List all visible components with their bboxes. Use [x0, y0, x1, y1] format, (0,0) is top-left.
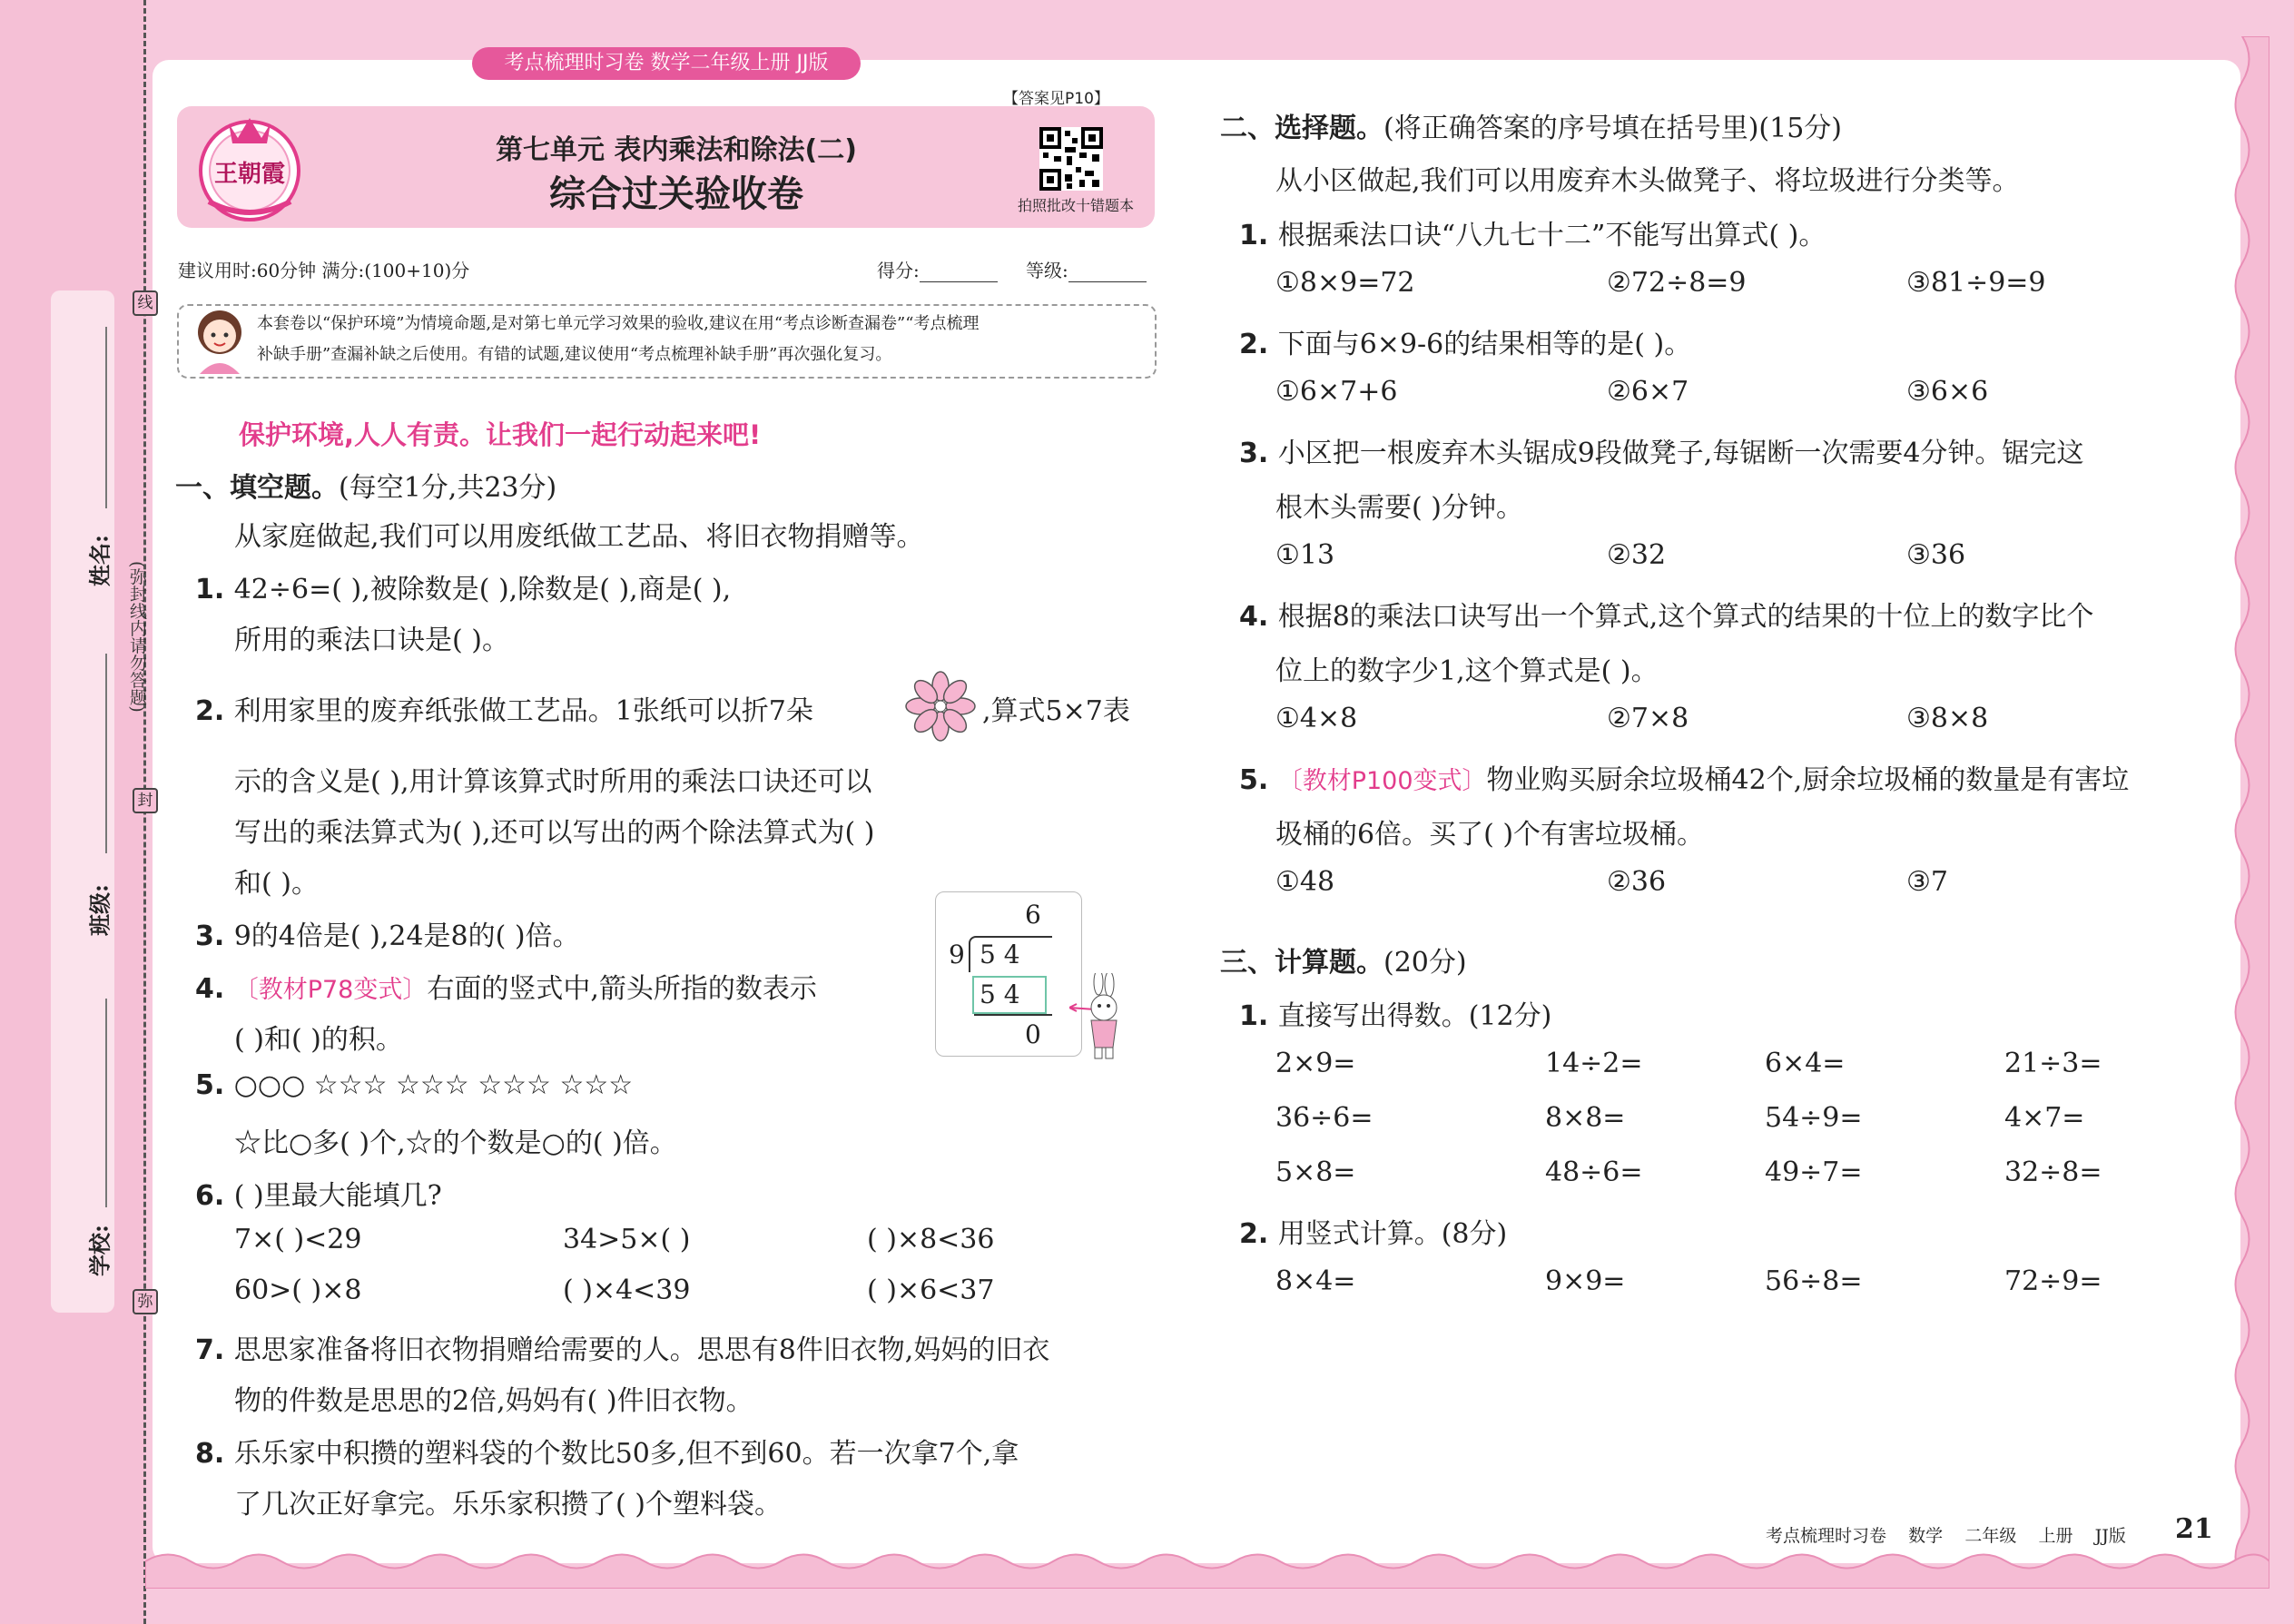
- question-text: 用竖式计算。(8分): [1277, 1218, 1508, 1250]
- s3-q1: [1239, 993, 1551, 1033]
- calc-item: 49÷7=: [1765, 1156, 1863, 1188]
- s1-q6-a: 7×( )<29: [234, 1224, 362, 1255]
- s2-q4-line1: [1239, 594, 2093, 634]
- calc-item: 9×9=: [1545, 1265, 1626, 1297]
- s2-q3-option-a[interactable]: ①13: [1275, 539, 1335, 571]
- s1-q6-e: ( )×4<39: [563, 1275, 691, 1306]
- s2-q5-option-b[interactable]: ②36: [1607, 866, 1667, 898]
- question-number: 4.: [195, 973, 234, 1005]
- question-number: 1.: [1239, 1000, 1278, 1032]
- s1-q4-line2: ( )和( )的积。: [234, 1024, 403, 1056]
- question-number: 8.: [195, 1438, 234, 1470]
- calc-item: 54÷9=: [1765, 1102, 1863, 1134]
- s2-q3-option-b[interactable]: ②32: [1607, 539, 1667, 571]
- division-quotient: 6: [1025, 900, 1041, 930]
- qr-code-icon[interactable]: [1039, 127, 1103, 191]
- brand-logo: [191, 111, 309, 223]
- rabbit-mascot-icon: [1069, 973, 1124, 1064]
- s1-q1-line2: 所用的乘法口诀是( )。: [234, 625, 509, 656]
- division-dividend: 5 4: [980, 940, 1020, 969]
- s2-q3-line2: 根木头需要( )分钟。: [1275, 492, 1523, 524]
- s1-q6-c: ( )×8<36: [867, 1224, 995, 1255]
- series-banner: 考点梳理时习卷 数学二年级上册 JJ版: [472, 47, 861, 80]
- class-blank[interactable]: [105, 654, 107, 853]
- s1-q2-line3: 写出的乘法算式为( ),还可以写出的两个除法算式为( ): [234, 817, 875, 849]
- s2-q5-option-a[interactable]: ①48: [1275, 866, 1335, 898]
- class-label: 班级:: [86, 884, 113, 936]
- seal-char-feng: 封: [133, 788, 158, 813]
- section3-score: (20分): [1383, 947, 1467, 979]
- s1-q8-line2: 了几次正好拿完。乐乐家积攒了( )个塑料袋。: [234, 1489, 782, 1521]
- seal-char-mi: 弥: [133, 1289, 158, 1314]
- s2-q3-option-c[interactable]: ③36: [1906, 539, 1966, 571]
- question-number: 5.: [1239, 764, 1278, 796]
- calc-item: 36÷6=: [1275, 1102, 1373, 1134]
- question-text: ( )里最大能填几?: [233, 1180, 442, 1212]
- question-number: 7.: [195, 1334, 234, 1366]
- calc-item: 14÷2=: [1545, 1048, 1643, 1079]
- calc-item: 8×8=: [1545, 1102, 1626, 1134]
- s1-q6-d: 60>( )×8: [234, 1275, 362, 1306]
- s3-q2: [1239, 1211, 1507, 1251]
- footer-series: 考点梳理时习卷 数学 二年级 上册 JJ版: [1766, 1526, 2126, 1546]
- question-text: 根据乘法口诀“八九七十二”不能写出算式( )。: [1277, 220, 1826, 251]
- name-blank[interactable]: [105, 327, 107, 508]
- division-divisor: 9: [949, 940, 965, 969]
- page-number: 21: [2175, 1513, 2213, 1545]
- school-label: 学校:: [86, 1225, 113, 1276]
- s2-q1: [1239, 212, 1826, 252]
- s2-q5-line2: 圾桶的6倍。买了( )个有害垃圾桶。: [1275, 819, 1705, 851]
- intro-text: [257, 309, 1147, 370]
- textbook-tag: 〔教材P100变式〕: [1277, 767, 1487, 795]
- section2-score: (将正确答案的序号填在括号里)(15分): [1383, 113, 1842, 144]
- s2-q2-option-a[interactable]: ①6×7+6: [1275, 376, 1398, 408]
- s1-q5-line2: ☆比○多( )个,☆的个数是○的( )倍。: [234, 1127, 677, 1159]
- shapes-row: ○○○ ☆☆☆ ☆☆☆ ☆☆☆ ☆☆☆: [233, 1069, 634, 1101]
- question-number: 1.: [195, 574, 234, 605]
- calc-item: 6×4=: [1765, 1048, 1846, 1079]
- s1-q1-line1: [195, 566, 731, 606]
- section2-title: 二、选择题。: [1220, 113, 1383, 144]
- highlight-box: [972, 976, 1047, 1014]
- seal-char-xian: 线: [133, 290, 158, 316]
- question-text: 根据8的乘法口诀写出一个算式,这个算式的结果的十位上的数字比个: [1277, 601, 2094, 633]
- question-text: 物业购买厨余垃圾桶42个,厨余垃圾桶的数量是有害垃: [1486, 764, 2130, 796]
- s2-q2: [1239, 321, 1691, 361]
- s1-q8-line1: [195, 1431, 1019, 1471]
- question-text: 9的4倍是( ),24是8的( )倍。: [233, 920, 580, 952]
- time-info: 建议用时:60分钟 满分:(100+10)分: [178, 260, 470, 281]
- calc-item: 8×4=: [1275, 1265, 1356, 1297]
- girl-mascot-icon: [189, 305, 251, 374]
- unit-title: 第七单元 表内乘法和除法(二): [496, 134, 857, 166]
- svg-text:王朝霞: 王朝霞: [213, 161, 286, 188]
- grade-field: [1026, 256, 1147, 282]
- question-number: 6.: [195, 1180, 234, 1212]
- section1-score: (每空1分,共23分): [339, 472, 557, 504]
- s1-q4-line1: [195, 966, 817, 1006]
- s2-q1-option-c[interactable]: ③81÷9=9: [1906, 267, 2046, 299]
- calc-item: 4×7=: [2004, 1102, 2085, 1134]
- grade-blank[interactable]: [1068, 263, 1147, 282]
- s2-q4-line2: 位上的数字少1,这个算式是( )。: [1275, 655, 1659, 687]
- question-number: 2.: [1239, 329, 1278, 360]
- s1-q7-line2: 物的件数是思思的2倍,妈妈有( )件旧衣物。: [234, 1385, 753, 1417]
- s1-q6-f: ( )×6<37: [867, 1275, 995, 1306]
- name-label: 姓名:: [86, 535, 113, 586]
- s2-q1-option-a[interactable]: ①8×9=72: [1275, 267, 1415, 299]
- s1-q7-line1: [195, 1327, 1049, 1367]
- long-division-figure: [935, 891, 1082, 1057]
- calc-item: 56÷8=: [1765, 1265, 1863, 1297]
- question-text: 直接写出得数。(12分): [1277, 1000, 1552, 1032]
- calc-item: 72÷9=: [2004, 1265, 2102, 1297]
- decorative-wave-border-right: [2215, 36, 2269, 1580]
- s1-q2-line4: 和( )。: [234, 868, 319, 900]
- question-number: 4.: [1239, 601, 1278, 633]
- question-text: 右面的竖式中,箭头所指的数表示: [427, 973, 817, 1005]
- s2-q4-option-b[interactable]: ②7×8: [1607, 703, 1689, 734]
- calc-item: 2×9=: [1275, 1048, 1356, 1079]
- section1-title: 一、填空题。: [175, 472, 339, 504]
- section3-title: 三、计算题。: [1220, 947, 1383, 979]
- division-rule: [974, 1014, 1052, 1016]
- score-field: [877, 256, 998, 282]
- s2-q5-line1: [1239, 757, 2129, 797]
- division-remainder: 0: [1025, 1019, 1041, 1049]
- calc-item: 5×8=: [1275, 1156, 1356, 1188]
- page-title: 综合过关验收卷: [549, 173, 803, 215]
- question-number: 1.: [1239, 220, 1278, 251]
- s2-q4-option-a[interactable]: ①4×8: [1275, 703, 1358, 734]
- school-blank[interactable]: [105, 999, 107, 1207]
- calc-item: 48÷6=: [1545, 1156, 1643, 1188]
- s2-q2-option-c[interactable]: ③6×6: [1906, 376, 1989, 408]
- section2-context: 从小区做起,我们可以用废弃木头做凳子、将垃圾进行分类等。: [1275, 165, 2020, 197]
- question-text: 小区把一根废弃木头锯成9段做凳子,每锯断一次需要4分钟。锯完这: [1277, 438, 2084, 469]
- s1-q5-shapes: [195, 1069, 633, 1101]
- s1-q6: [195, 1173, 442, 1213]
- s2-q3-line1: [1239, 430, 2083, 470]
- question-text: 利用家里的废弃纸张做工艺品。1张纸可以折7朵: [233, 695, 813, 727]
- s2-q1-option-b[interactable]: ②72÷8=9: [1607, 267, 1747, 299]
- section1-context: 从家庭做起,我们可以用废纸做工艺品、将旧衣物捐赠等。: [234, 521, 924, 553]
- s1-q2-line1: [195, 688, 813, 728]
- question-number: 2.: [1239, 1218, 1278, 1250]
- paper-flower-icon: [904, 670, 977, 743]
- intro-line-1: 本套卷以“保护环境”为情境命题,是对第七单元学习效果的验收,建议在用“考点诊断查漏卷”“考点梳理: [257, 314, 980, 333]
- slogan: 保护环境,人人有责。让我们一起行动起来吧!: [239, 419, 762, 450]
- s2-q4-option-c[interactable]: ③8×8: [1906, 703, 1989, 734]
- s2-q5-option-c[interactable]: ③7: [1906, 866, 1948, 898]
- s2-q2-option-b[interactable]: ②6×7: [1607, 376, 1689, 408]
- question-text: 42÷6=( ),被除数是( ),除数是( ),商是( ),: [233, 574, 732, 605]
- question-number: 3.: [1239, 438, 1278, 469]
- question-text: 思思家准备将旧衣物捐赠给需要的人。思思有8件旧衣物,妈妈的旧衣: [233, 1334, 1050, 1366]
- textbook-tag: 〔教材P78变式〕: [233, 976, 428, 1004]
- section3-heading: [1220, 940, 1467, 979]
- s1-q2-line2: 示的含义是( ),用计算该算式时所用的乘法口诀还可以: [234, 766, 872, 798]
- question-text: 乐乐家中积攒的塑料袋的个数比50多,但不到60。若一次拿7个,拿: [233, 1438, 1019, 1470]
- section2-heading: [1220, 105, 1842, 145]
- s1-q6-b: 34>5×( ): [563, 1224, 691, 1255]
- score-blank[interactable]: [920, 263, 998, 282]
- s1-q2-line1-end: ,算式5×7表: [982, 695, 1130, 727]
- qr-caption: 拍照批改十错题本: [1017, 197, 1134, 214]
- calc-item: 21÷3=: [2004, 1048, 2102, 1079]
- question-number: 2.: [195, 695, 234, 727]
- answer-reference: 【答案见P10】: [1003, 90, 1109, 108]
- section1-heading: [175, 465, 556, 505]
- s1-q3: [195, 913, 580, 953]
- seal-notice: (弥封线内请勿答题): [127, 561, 147, 713]
- question-number: 3.: [195, 920, 234, 952]
- division-product: 5 4: [980, 979, 1020, 1009]
- grade-label: 等级:: [1026, 260, 1068, 281]
- score-label: 得分:: [877, 260, 920, 281]
- question-text: 下面与6×9-6的结果相等的是( )。: [1277, 329, 1692, 360]
- calc-item: 32÷8=: [2004, 1156, 2102, 1188]
- question-number: 5.: [195, 1069, 234, 1101]
- intro-line-2: 补缺手册”查漏补缺之后使用。有错的试题,建议使用“考点梳理补缺手册”再次强化复习。: [257, 345, 892, 364]
